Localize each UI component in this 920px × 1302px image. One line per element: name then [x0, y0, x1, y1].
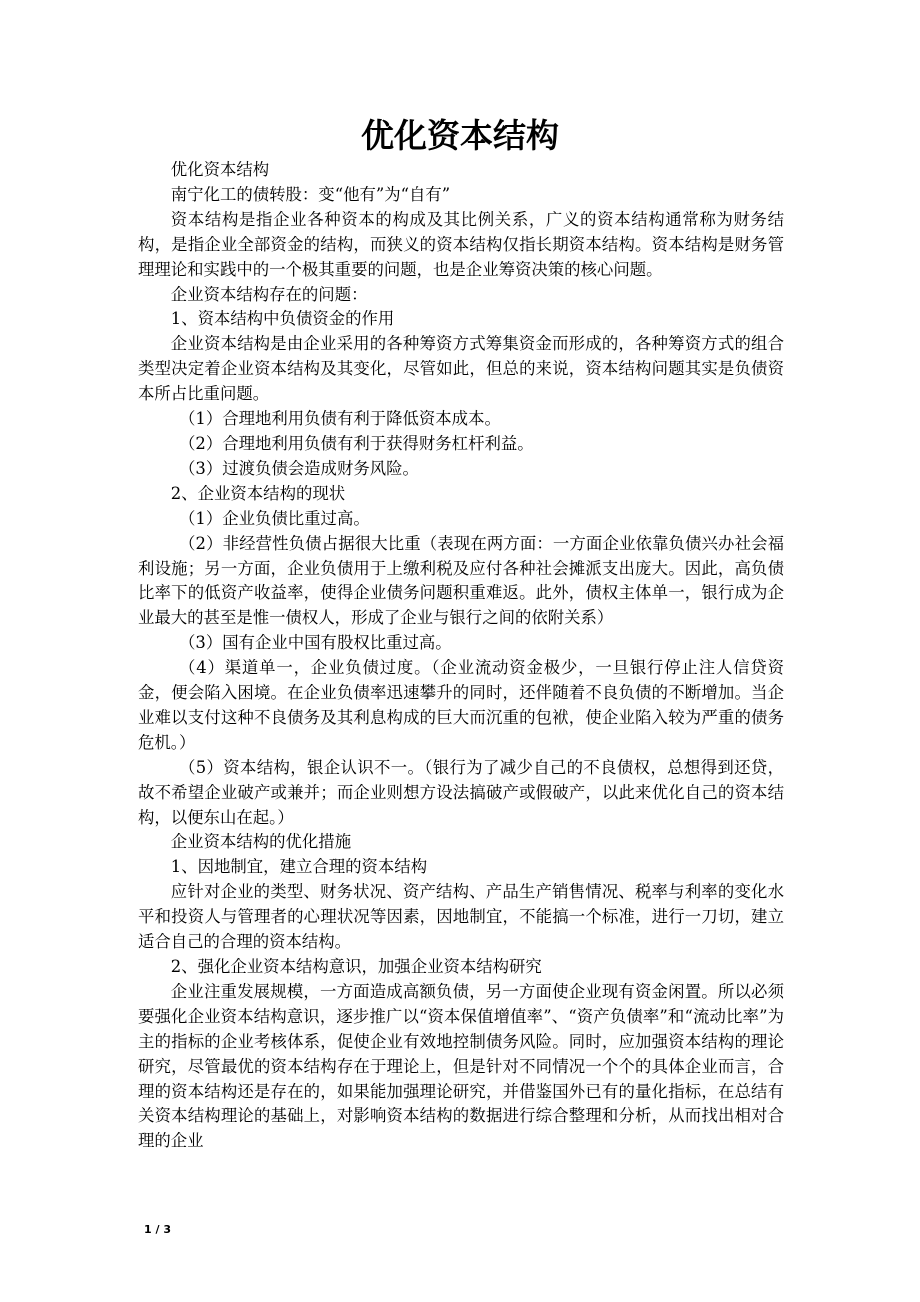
paragraph: 资本结构是指企业各种资本的构成及其比例关系，广义的资本结构通常称为财务结构，是指企业全部资金的结构，而狭义的资本结构仅指长期资本结构。资本结构是财务管理理论和实践中的一个极其重要的问题，也是企业筹资决策的核心问题。	[138, 209, 784, 279]
paragraph: 南宁化工的债转股：变“他有”为“自有”	[170, 184, 451, 204]
list-item: （1）企业负债比重过高。	[179, 508, 370, 528]
list-item: （5）资本结构，银企认识不一。（银行为了减少自己的不良债权，总想得到还贷，故不希望企业破产或兼并；而企业则想方设法搞破产或假破产，以此来优化自己的资本结构，以便东山在起。）	[138, 757, 784, 827]
subsection-heading: 1、资本结构中负债资金的作用	[170, 309, 395, 329]
section-heading: 企业资本结构的优化措施	[170, 832, 352, 852]
paragraph: 企业注重发展规模，一方面造成高额负债，另一方面使企业现有资金闲置。所以必须要强化企业资本结构意识，逐步推广以“资本保值增值率”、“资产负债率”和“流动比率”为主的指标的企业考核体系，促使企业有效地控制债务风险。同时，应加强资本结构的理论研究，尽管最优的资本结构存在于理论上，但是针对不同情况一个个的具体企业而言，合理的资本结构还是存在的，如果能加强理论研究，并借鉴国外已有的量化指标，在总结有关资本结构理论的基础上，对影响资本结构的数据进行综合整理和分析，从而找出相对合理的企业	[138, 981, 784, 1151]
list-item: （3）过渡负债会造成财务风险。	[179, 458, 419, 478]
paragraph: 应针对企业的类型、财务状况、资产结构、产品生产销售情况、税率与利率的变化水平和投资人与管理者的心理状况等因素，因地制宜，不能搞一个标准，进行一刀切，建立适合自己的合理的资本结构。	[138, 882, 784, 952]
subsection-heading: 2、强化企业资本结构意识，加强企业资本结构研究	[170, 957, 542, 976]
section-heading: 企业资本结构存在的问题：	[170, 284, 368, 304]
document-body	[138, 158, 784, 1154]
list-item: （2）合理地利用负债有利于获得财务杠杆利益。	[179, 433, 534, 453]
document-title: 优化资本结构	[361, 116, 559, 155]
list-item: （4）渠道单一，企业负债过度。（企业流动资金极少，一旦银行停止注人信贷资金，便会陷入困境。在企业负债率迅速攀升的同时，还伴随着不良负债的不断增加。当企业难以支付这种不良债务及其利息构成的巨大而沉重的包袱，使企业陷入较为严重的债务危机。）	[138, 658, 784, 752]
paragraph: 企业资本结构是由企业采用的各种筹资方式筹集资金而形成的，各种筹资方式的组合类型决定着企业资本结构及其变化，尽管如此，但总的来说，资本结构问题其实是负债资本所占比重问题。	[138, 334, 784, 404]
subsection-heading: 1、因地制宜，建立合理的资本结构	[170, 857, 428, 877]
page-number: 1 / 3	[144, 1223, 171, 1236]
paragraph: 优化资本结构	[170, 160, 270, 179]
list-item: （2）非经营性负债占据很大比重（表现在两方面：一方面企业依靠负债兴办社会福利设施；另一方面，企业负债用于上缴利税及应付各种社会摊派支出庞大。因此，高负债比率下的低资产收益率，使得企业债务问题积重难返。此外，债权主体单一，银行成为企业最大的甚至是惟一债权人，形成了企业与银行之间的依附关系）	[138, 533, 784, 628]
list-item: （1）合理地利用负债有利于降低资本成本。	[179, 409, 501, 429]
list-item: （3）国有企业中国有股权比重过高。	[179, 633, 452, 653]
subsection-heading: 2、企业资本结构的现状	[170, 483, 346, 503]
